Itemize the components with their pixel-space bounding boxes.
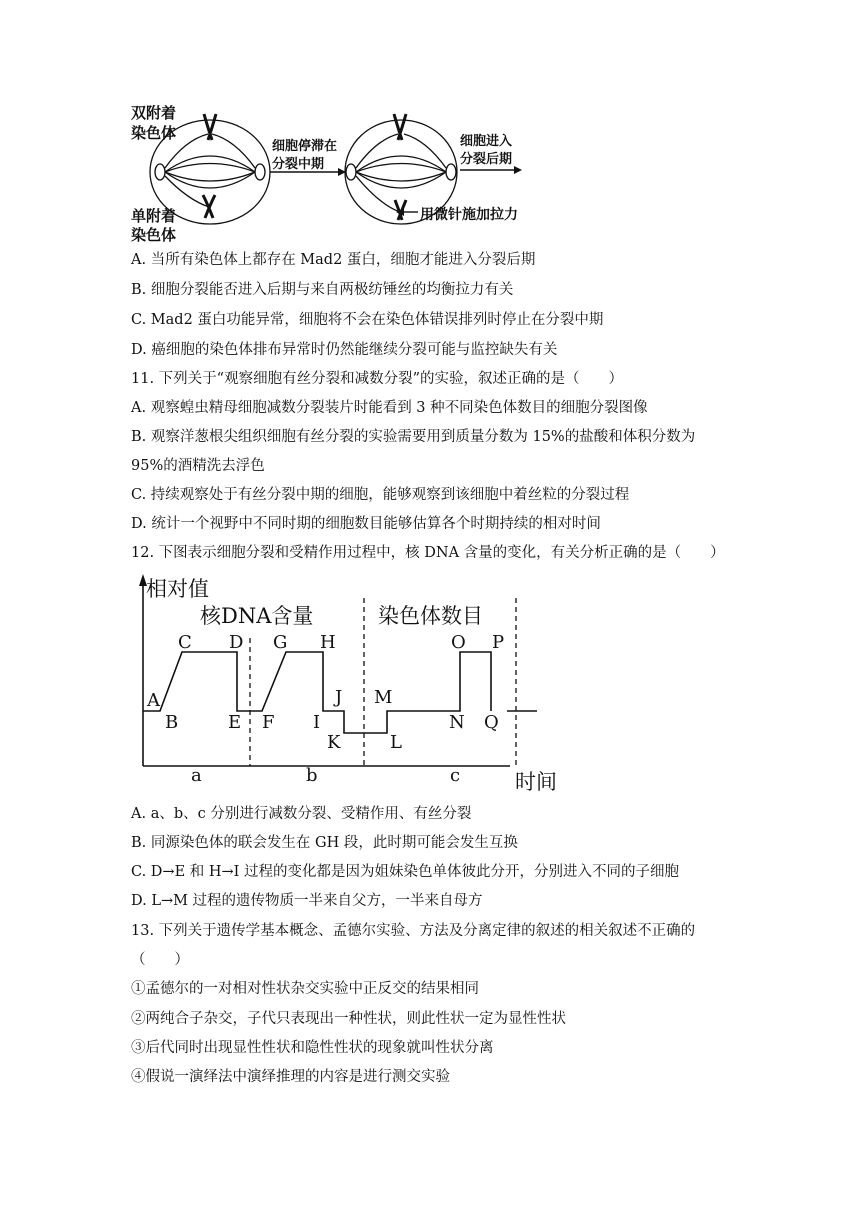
q11-stem: 11. 下列关于“观察细胞有丝分裂和减数分裂”的实验，叙述正确的是（ ） bbox=[131, 371, 623, 387]
spindle-figure bbox=[0, 0, 860, 250]
point-label-a: A bbox=[147, 690, 160, 711]
phase-label-c: c bbox=[450, 765, 461, 786]
point-label-q: Q bbox=[484, 712, 499, 733]
q13-item-1: ①孟德尔的一对相对性状杂交实验中正反交的结果相同 bbox=[131, 981, 479, 997]
arrow1-label-1: 细胞停滞在 bbox=[272, 139, 338, 154]
q10-option-d: D. 癌细胞的染色体排布异常时仍然能继续分裂可能与监控缺失有关 bbox=[131, 342, 558, 358]
q12-option-a: A. a、b、c 分别进行减数分裂、受精作用、有丝分裂 bbox=[131, 806, 472, 822]
point-label-m: M bbox=[374, 687, 393, 708]
q11-option-a: A. 观察蝗虫精母细胞减数分裂装片时能看到 3 种不同染色体数目的细胞分裂图像 bbox=[131, 400, 648, 416]
arrow-2 bbox=[460, 166, 522, 174]
arrow2-label-1: 细胞进入 bbox=[460, 134, 513, 149]
q11-option-d: D. 统计一个视野中不同时期的细胞数目能够估算各个时期持续的相对时间 bbox=[131, 516, 601, 532]
label-double-attached-1: 双附着 bbox=[131, 104, 177, 122]
point-label-o: O bbox=[451, 632, 466, 653]
q12-stem: 12. 下图表示细胞分裂和受精作用过程中，核 DNA 含量的变化，有关分析正确的是（ ） bbox=[131, 545, 725, 561]
point-label-b: B bbox=[165, 712, 179, 733]
point-label-k: K bbox=[327, 732, 341, 753]
q11-option-c: C. 持续观察处于有丝分裂中期的细胞，能够观察到该细胞中着丝粒的分裂过程 bbox=[131, 487, 630, 503]
q12-option-d: D. L→M 过程的遗传物质一半来自父方，一半来自母方 bbox=[131, 893, 483, 909]
y-axis-label: 相对值 bbox=[146, 577, 209, 601]
q12-option-b: B. 同源染色体的联会发生在 GH 段，此时期可能会发生互换 bbox=[131, 835, 518, 851]
q13-item-2: ②两纯合子杂交，子代只表现出一种性状，则此性状一定为显性性状 bbox=[131, 1011, 566, 1027]
label-single-attached-2: 染色体 bbox=[131, 226, 177, 244]
point-label-n: N bbox=[449, 712, 465, 733]
label-single-attached-1: 单附着 bbox=[131, 207, 177, 225]
q11-option-b-line1: B. 观察洋葱根尖组织细胞有丝分裂的实验需要用到质量分数为 15%的盐酸和体积分数为 bbox=[131, 429, 696, 445]
q11-option-b-line2: 95%的酒精洗去浮色 bbox=[131, 458, 265, 474]
q13-item-3: ③后代同时出现显性性状和隐性性状的现象就叫性状分离 bbox=[131, 1040, 494, 1056]
needle-label: 用微针施加拉力 bbox=[420, 207, 518, 223]
point-label-e: E bbox=[228, 712, 242, 733]
label-double-attached-2: 染色体 bbox=[131, 124, 177, 142]
phase-label-b: b bbox=[306, 765, 318, 786]
section-title-dna: 核DNA含量 bbox=[200, 604, 314, 628]
arrow2-label-2: 分裂后期 bbox=[460, 152, 513, 167]
section-title-chromosome: 染色体数目 bbox=[378, 604, 483, 628]
point-label-c: C bbox=[178, 632, 192, 653]
point-label-p: P bbox=[492, 632, 505, 653]
q10-option-b: B. 细胞分裂能否进入后期与来自两极纺锤丝的均衡拉力有关 bbox=[131, 282, 514, 298]
point-label-d: D bbox=[229, 632, 244, 653]
q13-paren: （ ） bbox=[131, 952, 189, 968]
x-axis-label: 时间 bbox=[515, 770, 557, 794]
q12-option-c: C. D→E 和 H→I 过程的变化都是因为姐妹染色单体彼此分开，分别进入不同的子细胞 bbox=[131, 864, 680, 880]
point-label-l: L bbox=[390, 732, 402, 753]
point-label-i: I bbox=[313, 712, 321, 733]
point-label-g: G bbox=[273, 632, 288, 653]
chart-axes bbox=[139, 574, 510, 766]
q10-option-c: C. Mad2 蛋白功能异常，细胞将不会在染色体错误排列时停止在分裂中期 bbox=[131, 312, 604, 328]
q10-option-a: A. 当所有染色体上都存在 Mad2 蛋白，细胞才能进入分裂后期 bbox=[131, 252, 536, 268]
point-label-j: J bbox=[335, 687, 343, 708]
phase-label-a: a bbox=[191, 765, 202, 786]
arrow1-label-2: 分裂中期 bbox=[272, 157, 325, 172]
point-label-h: H bbox=[320, 632, 336, 653]
dna-chart bbox=[0, 568, 860, 798]
q13-item-4: ④假说一演绎法中演绎推理的内容是进行测交实验 bbox=[131, 1069, 450, 1085]
q13-stem: 13. 下列关于遗传学基本概念、孟德尔实验、方法及分离定律的叙述的相关叙述不正确的 bbox=[131, 923, 696, 939]
point-label-f: F bbox=[262, 712, 275, 733]
